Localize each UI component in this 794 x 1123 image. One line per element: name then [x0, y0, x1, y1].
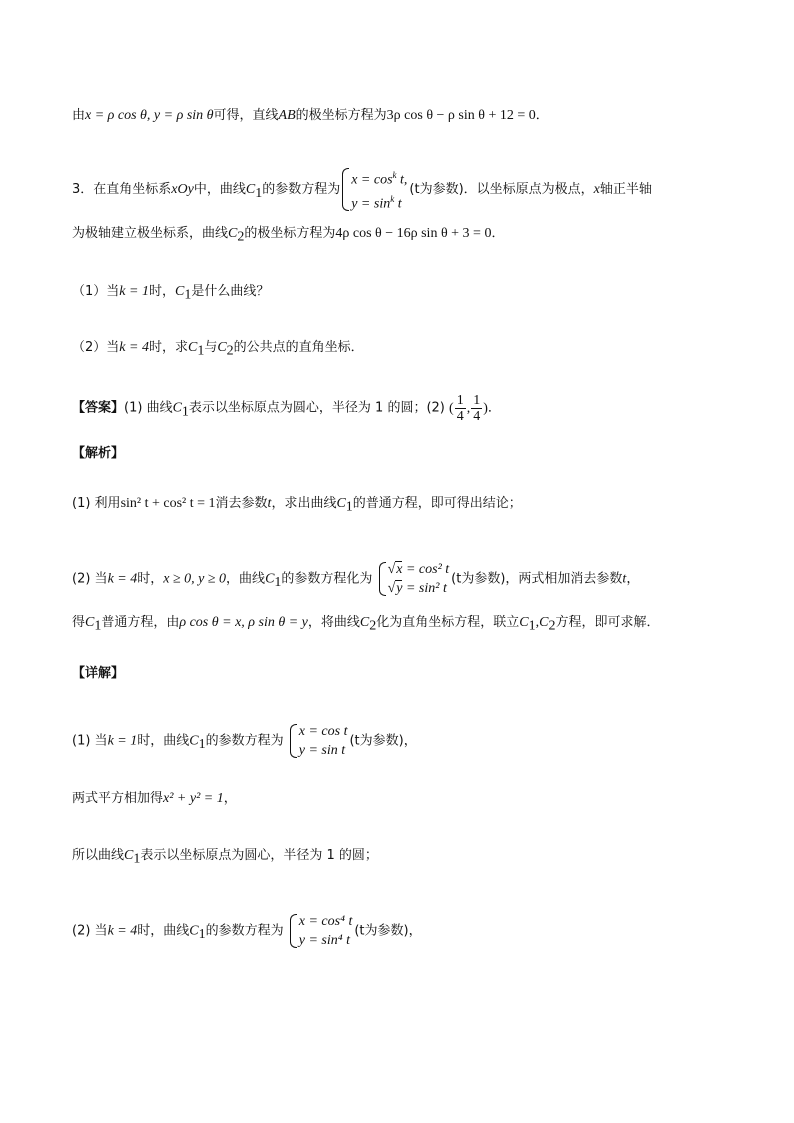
subquestion-2: （2）当k = 4时，求$C_1$与$C_2$的公共点的直角坐标．	[72, 340, 364, 359]
math-polar-eq: 3ρ cos θ − ρ sin θ + 12 = 0	[386, 108, 536, 123]
answer-tag: 【答案】	[72, 400, 125, 416]
param-system-sqrt: √x = cos² t √y = sin² t	[379, 560, 450, 598]
param-system-c1: $x = \cos^k t$, $y = \sin^k t$	[342, 166, 407, 213]
param-system-k4: x = cos⁴ t y = sin⁴ t	[290, 912, 353, 950]
math-c2-polar: 4ρ cos θ − 16ρ sin θ + 3 = 0	[335, 226, 492, 241]
question-3: 3．在直角坐标系xOy中，曲线$C_1$的参数方程为 $x = \cos^k t$, $y = \sin^k t$ (t为参数)．以坐标原点为极点，x轴正半轴	[72, 166, 652, 213]
detail-1: (1) 当k = 1时，曲线$C_1$的参数方程为 x = cos t y = sin t (t为参数)，	[72, 724, 417, 758]
detail-4: (2) 当k = 4时，曲线$C_1$的参数方程为 x = cos⁴ t y = sin⁴ t (t为参数)，	[72, 914, 422, 948]
detail-3: 所以曲线$C_1$表示以坐标原点为圆心，半径为 1 的圆；	[72, 848, 378, 867]
analysis-3: 得$C_1$普通方程，由ρ cos θ = x, ρ sin θ = y，将曲线$C_2$化为直角坐标方程，联立$C_1,C_2$方程，即可求解．	[72, 615, 660, 634]
question-3-line-2: 为极轴建立极坐标系，曲线$C_2$的极坐标方程为4ρ cos θ − 16ρ sin θ + 3 = 0．	[72, 226, 505, 245]
detail-2: 两式平方相加得x² + y² = 1，	[72, 791, 237, 806]
param-system-k1: x = cos t y = sin t	[290, 722, 348, 760]
subquestion-1: （1）当k = 1时，$C_1$是什么曲线？	[72, 284, 270, 303]
analysis-2: (2) 当k = 4时，x ≥ 0, y ≥ 0，曲线$C_1$的参数方程化为 √x = cos² t √y = sin² t (t为参数)，两式相加消去参数t，	[72, 562, 640, 596]
analysis-heading: 【解析】	[72, 446, 125, 461]
analysis-1: (1) 利用sin² t + cos² t = 1消去参数t，求出曲线$C_1$的普通方程，即可得出结论；	[72, 496, 522, 515]
line-polar-ab: 由x = ρ cos θ, y = ρ sin θ可得，直线AB的极坐标方程为3ρ cos θ − ρ sin θ + 12 = 0．	[72, 108, 549, 123]
math-xy: x = ρ cos θ, y = ρ sin θ	[85, 108, 214, 123]
answer-line: 【答案】(1) 曲线$C_1$表示以坐标原点为圆心，半径为 1 的圆；(2) ( $\frac{1}{4}$ , $\frac{1}{4}$ )．	[72, 393, 501, 424]
answer-point: ( $\frac{1}{4}$ , $\frac{1}{4}$ )	[449, 393, 488, 424]
detail-heading: 【详解】	[72, 666, 125, 681]
